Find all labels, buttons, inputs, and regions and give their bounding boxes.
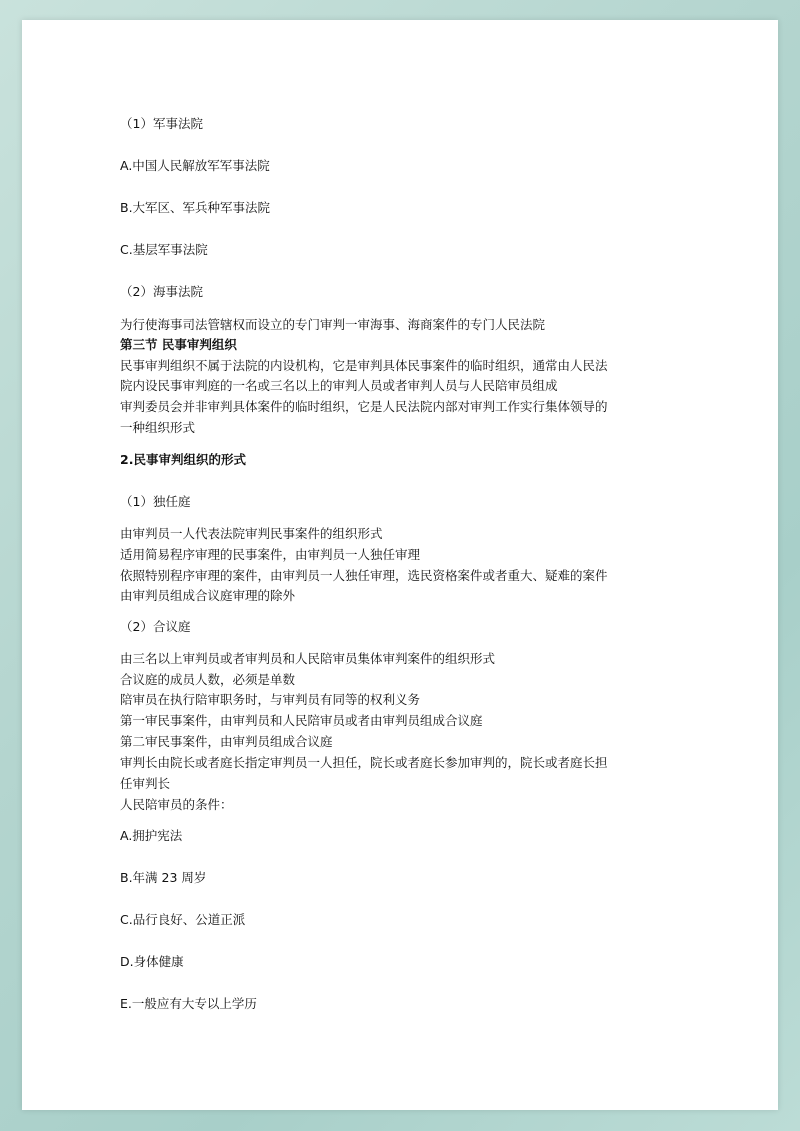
list-item-a: A.中国人民解放军军事法院 xyxy=(120,158,270,173)
paragraph-line: 第一审民事案件，由审判员和人民陪审员或者由审判员组成合议庭 xyxy=(120,713,483,728)
subheading-collegial-panel: （2）合议庭 xyxy=(120,619,191,634)
paragraph-line: 一种组织形式 xyxy=(120,420,196,435)
paragraph-line: 为行使海事司法管辖权而设立的专门审判一审海事、海商案件的专门人民法院 xyxy=(120,317,546,332)
paragraph-line: 第二审民事案件，由审判员组成合议庭 xyxy=(120,734,333,749)
paragraph-line: 陪审员在执行陪审职务时，与审判员有同等的权利义务 xyxy=(120,692,421,707)
paragraph-line: 审判长由院长或者庭长指定审判员一人担任，院长或者庭长参加审判的，院长或者庭长担 xyxy=(120,755,608,770)
list-item-c: C.基层军事法院 xyxy=(120,242,208,257)
list-item-d: D.身体健康 xyxy=(120,954,184,969)
list-item-b: B.年满 23 周岁 xyxy=(120,870,207,885)
list-item-e: E.一般应有大专以上学历 xyxy=(120,996,257,1011)
paragraph-line: 适用简易程序审理的民事案件，由审判员一人独任审理 xyxy=(120,547,421,562)
paragraph-line: 民事审判组织不属于法院的内设机构，它是审判具体民事案件的临时组织，通常由人民法 xyxy=(120,358,608,373)
list-item-a: A.拥护宪法 xyxy=(120,828,183,843)
paragraph-line: 审判委员会并非审判具体案件的临时组织，它是人民法院内部对审判工作实行集体领导的 xyxy=(120,399,608,414)
paragraph-line: 由三名以上审判员或者审判员和人民陪审员集体审判案件的组织形式 xyxy=(120,651,496,666)
subheading-maritime-court: （2）海事法院 xyxy=(120,284,203,299)
paragraph-line: 任审判长 xyxy=(120,776,171,791)
paragraph-line: 院内设民事审判庭的一名或三名以上的审判人员或者审判人员与人民陪审员组成 xyxy=(120,378,558,393)
paragraph-line: 依照特别程序审理的案件，由审判员一人独任审理，选民资格案件或者重大、疑难的案件 xyxy=(120,568,608,583)
section-heading: 第三节 民事审判组织 xyxy=(120,337,237,352)
list-item-b: B.大军区、军兵种军事法院 xyxy=(120,200,271,215)
subheading-military-court: （1）军事法院 xyxy=(120,116,203,131)
paragraph-line: 人民陪审员的条件： xyxy=(120,797,233,812)
list-item-c: C.品行良好、公道正派 xyxy=(120,912,246,927)
section-subheading: 2.民事审判组织的形式 xyxy=(120,452,246,467)
document-page xyxy=(22,20,778,1110)
paragraph-line: 合议庭的成员人数，必须是单数 xyxy=(120,672,296,687)
paragraph-line: 由审判员一人代表法院审判民事案件的组织形式 xyxy=(120,526,383,541)
paragraph-line: 由审判员组成合议庭审理的除外 xyxy=(120,588,296,603)
subheading-sole-judge: （1）独任庭 xyxy=(120,494,191,509)
